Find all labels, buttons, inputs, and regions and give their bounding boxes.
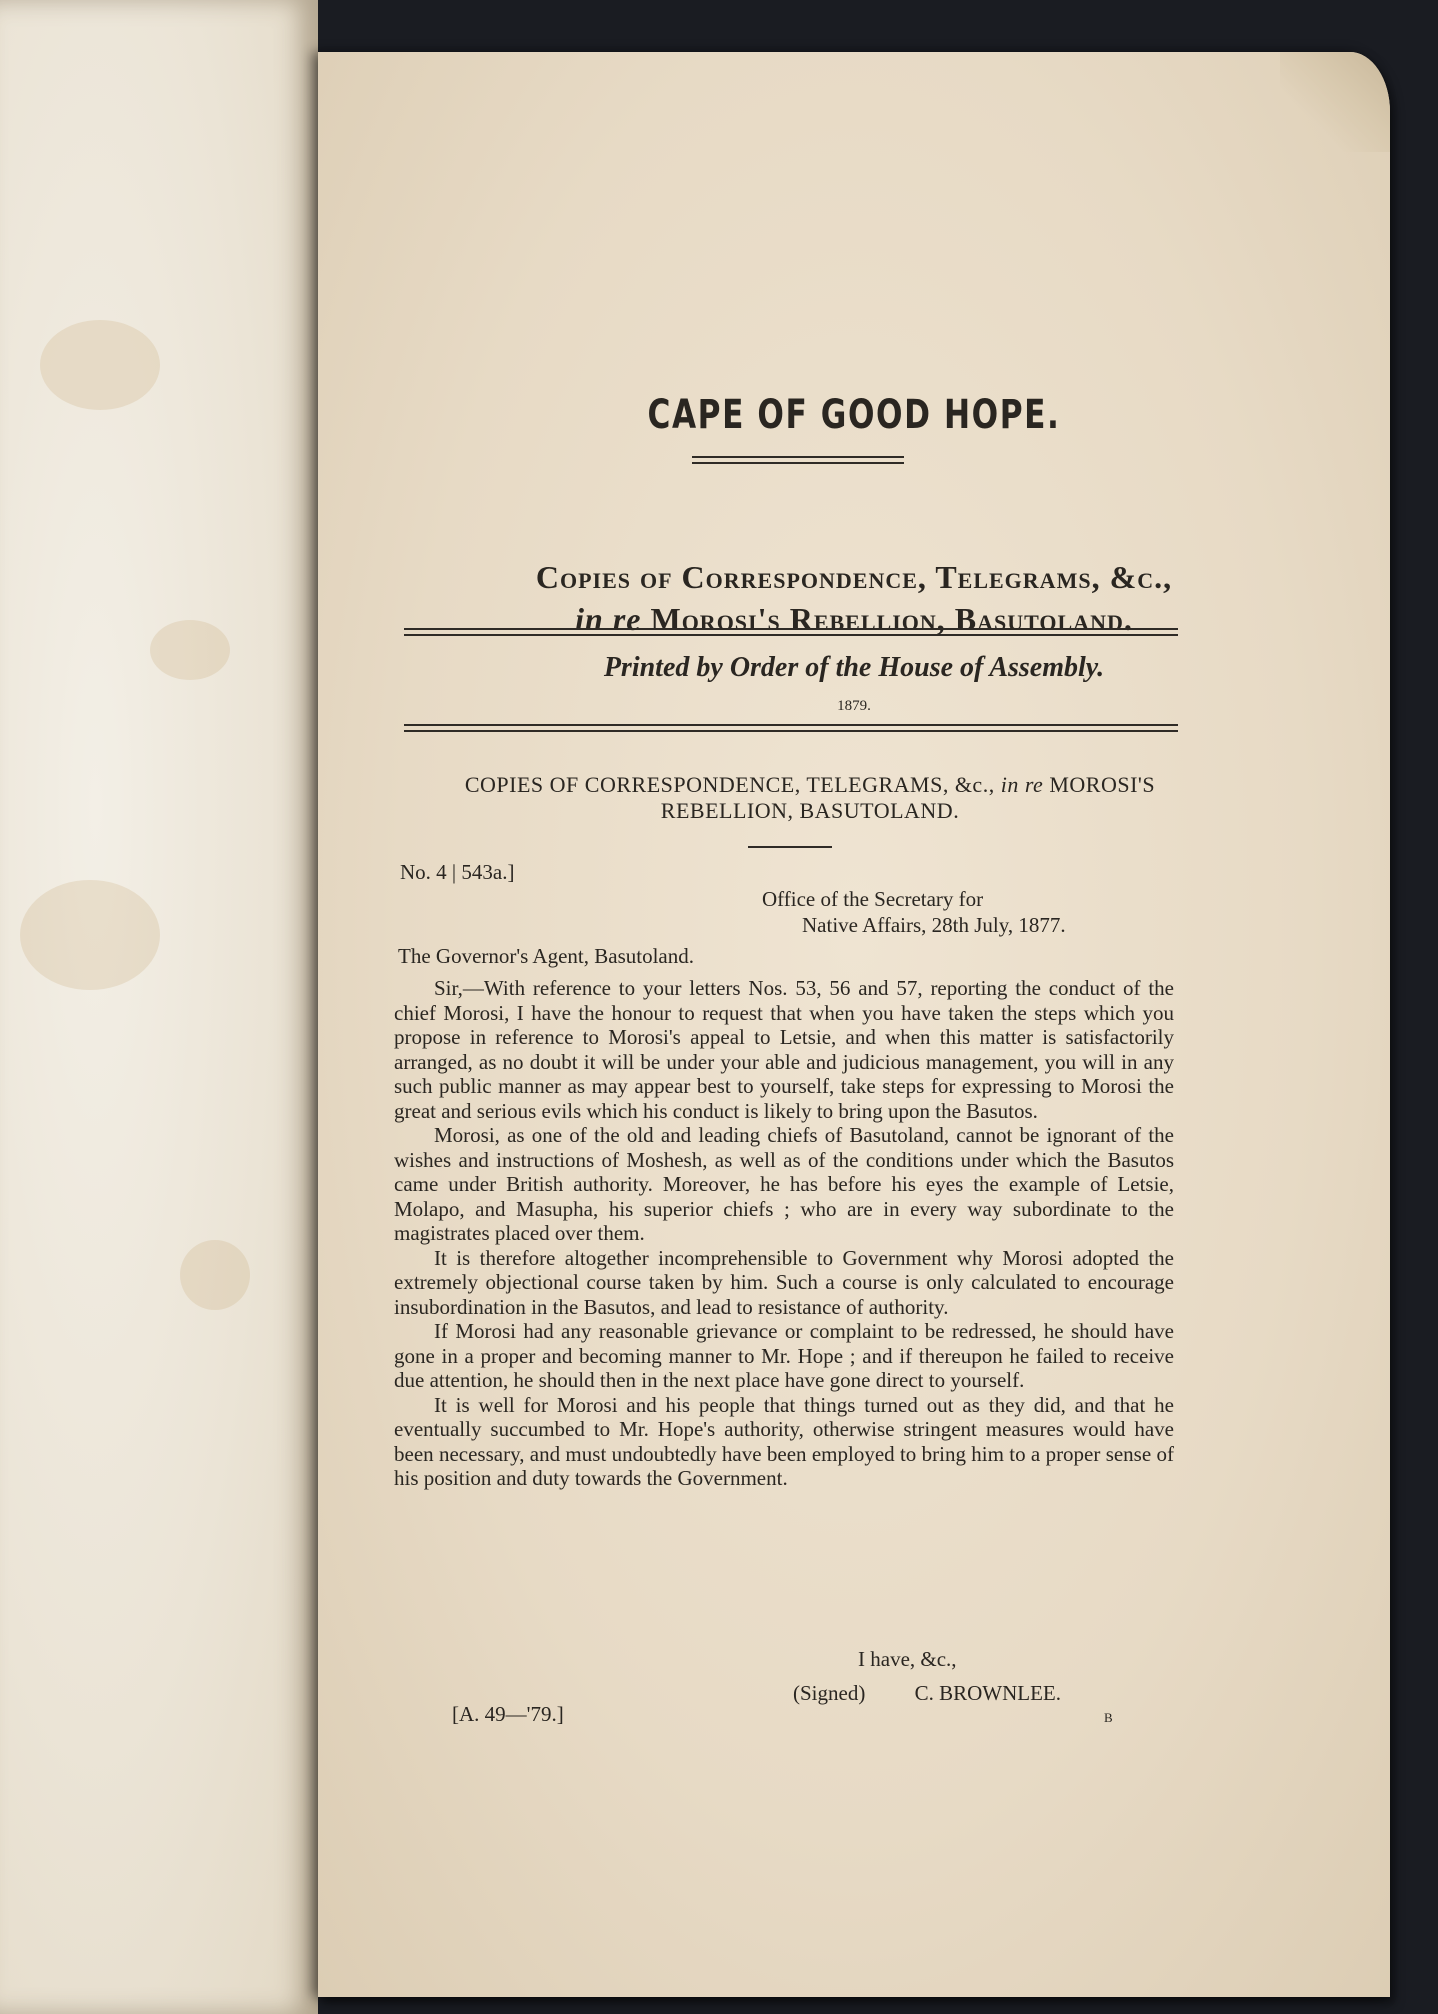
heading-part-a: COPIES OF CORRESPONDENCE, TELEGRAMS, &c., bbox=[464, 772, 995, 797]
signatory-name: C. BROWNLEE. bbox=[914, 1681, 1061, 1705]
paragraph: It is therefore altogether incomprehensible to Government why Morosi adopted the extremely objectional course taken by him. Such a course is only calculated to encourage insubordination in the Basutos, and lead to resistance of authority. bbox=[394, 1245, 1174, 1319]
upper-divider bbox=[404, 628, 1178, 636]
paragraph: Sir,—With reference to your letters Nos. 53, 56 and 57, reporting the conduct of the chief Morosi, I have the honour to request that when you have taken the steps which you propose in reference to Morosi's appeal to Letsie, and when this matter is satisfactorily arranged, as no doubt it will be under your able and judicious management, you will in any such public manner as may appear best to yourself, take steps for expressing to Morosi the great and serious evils which his conduct is likely to bring upon the Basutos. bbox=[394, 976, 1174, 1123]
printed-page bbox=[318, 52, 1390, 1997]
letter-body bbox=[394, 976, 1174, 1491]
office-address bbox=[762, 886, 1066, 938]
office-line2: Native Affairs, 28th July, 1877. bbox=[802, 913, 1066, 937]
document-subtitle-line1: Copies of Correspondence, Telegrams, &c., bbox=[535, 559, 1173, 595]
document-code: [A. 49—'79.] bbox=[452, 1702, 564, 1726]
lower-divider bbox=[404, 724, 1178, 732]
signature-mark: B bbox=[1104, 1710, 1113, 1725]
paragraph: If Morosi had any reasonable grievance or complaint to be redressed, he should have gone in a proper and becoming manner to Mr. Hope ; and if thereupon he failed to receive due attention, he should then in the next place have gone direct to yourself. bbox=[394, 1319, 1174, 1392]
office-line1: Office of the Secretary for bbox=[762, 887, 984, 911]
heading-italic: in re bbox=[1000, 772, 1044, 797]
document-title: CAPE OF GOOD HOPE. bbox=[647, 392, 1061, 438]
signoff-block bbox=[793, 1642, 1061, 1710]
subtitle-italic: in re bbox=[575, 601, 642, 637]
signature-line bbox=[793, 1676, 1061, 1710]
subtitle-rest: Morosi's Rebellion, Basutoland. bbox=[650, 601, 1133, 637]
body-heading-line1 bbox=[400, 772, 1220, 798]
addressee: The Governor's Agent, Basutoland. bbox=[398, 944, 694, 968]
letter-reference: No. 4 | 543a.] bbox=[400, 860, 515, 884]
blank-left-page bbox=[0, 0, 318, 2014]
paragraph: It is well for Morosi and his people that things turned out as they did, and that he eventually succumbed to Mr. Hope's authority, otherwise stringent measures would have been necessary, and must undoubtedly have been employed to bring him to a proper sense of his position and duty towards the Government. bbox=[394, 1392, 1174, 1490]
heading-part-b: MOROSI'S bbox=[1049, 772, 1156, 797]
page-corner-fold bbox=[1280, 52, 1390, 152]
signed-label: (Signed) bbox=[793, 1681, 866, 1705]
body-heading-line2: REBELLION, BASUTOLAND. bbox=[660, 798, 960, 823]
heading-divider bbox=[748, 846, 832, 848]
paragraph: Morosi, as one of the old and leading chiefs of Basutoland, cannot be ignorant of the wishes and instructions of Moshesh, as well as of the conditions under which the Basutos came under British authority. Moreover, he has before his eyes the example of Letsie, Molapo, and Masupha, his superior chiefs ; who are in every way subordinate to the magistrates placed over them. bbox=[394, 1123, 1174, 1245]
publication-year: 1879. bbox=[837, 698, 871, 714]
title-divider bbox=[692, 456, 904, 464]
closing-line: I have, &c., bbox=[858, 1647, 957, 1671]
printed-by-line: Printed by Order of the House of Assembly. bbox=[603, 652, 1105, 683]
